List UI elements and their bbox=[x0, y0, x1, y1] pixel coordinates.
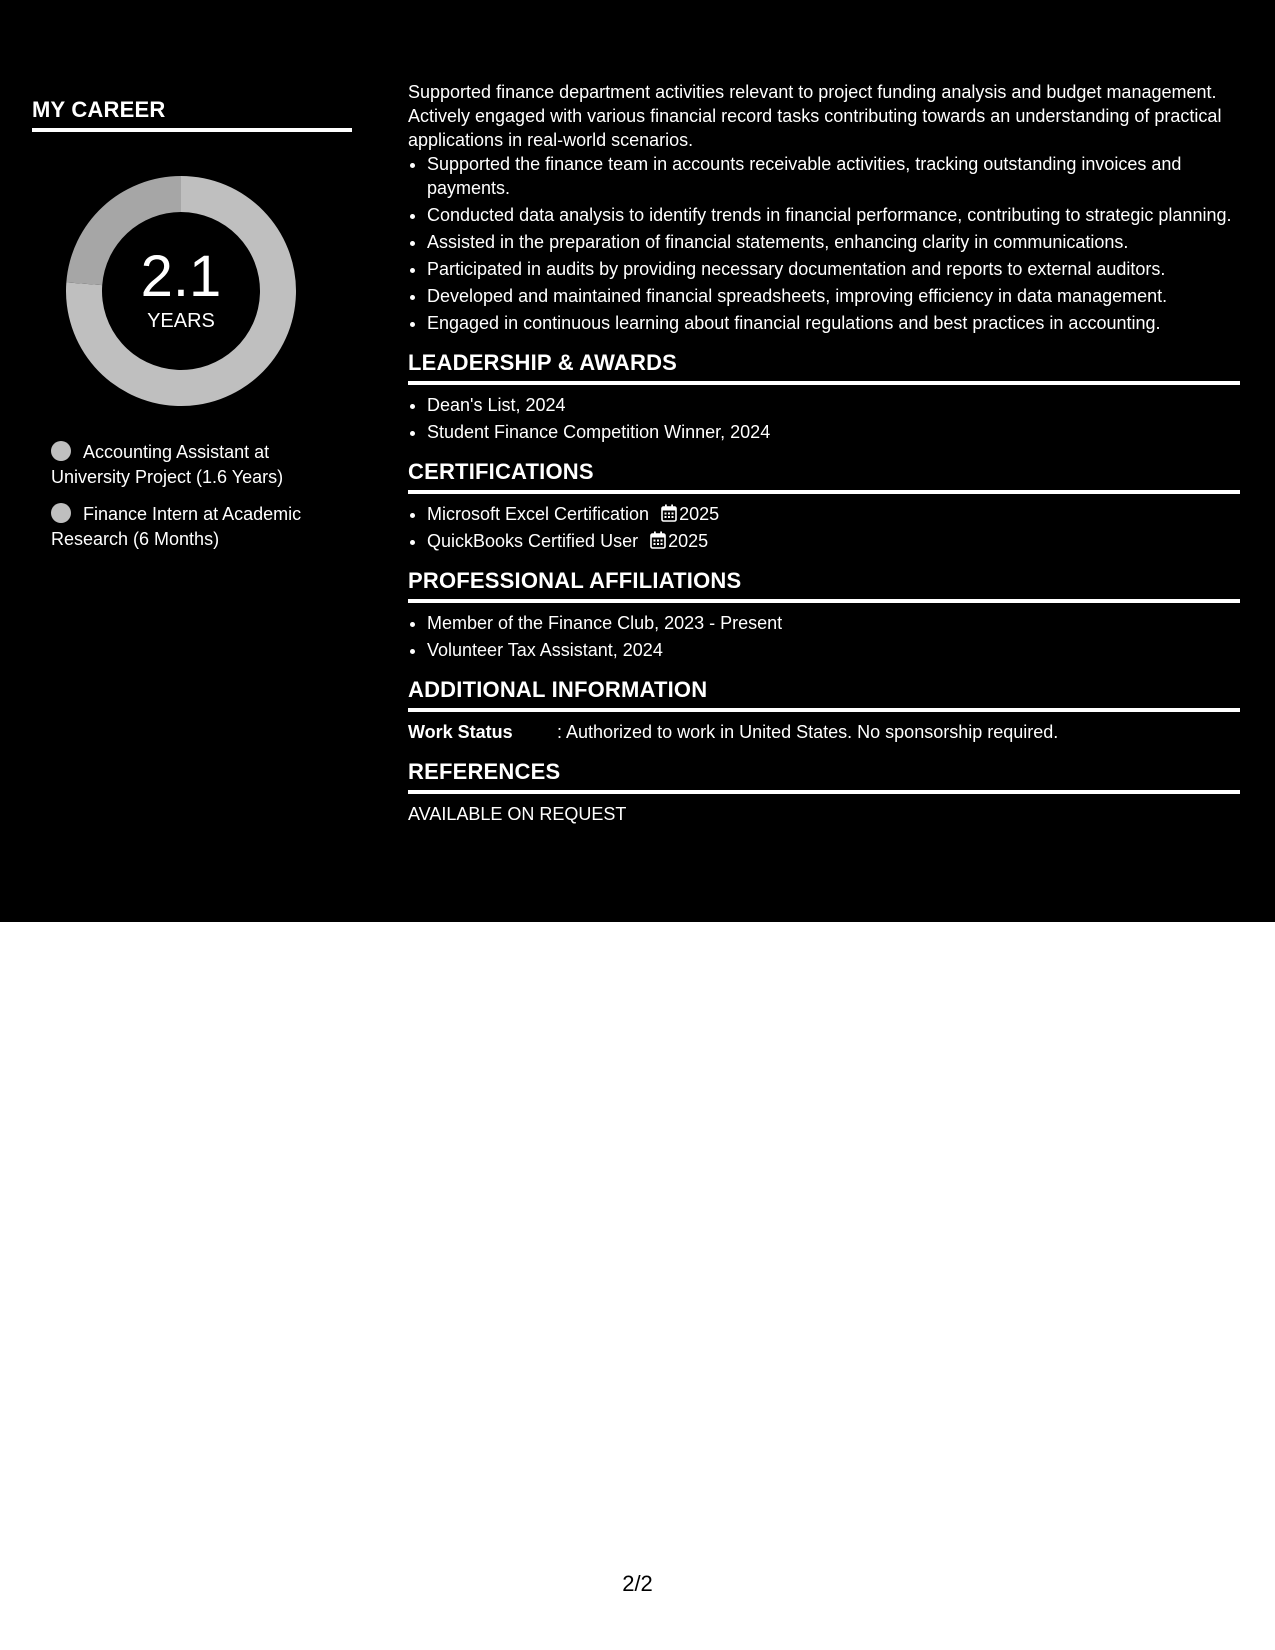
certification-name: QuickBooks Certified User bbox=[427, 531, 639, 551]
legend-label: Finance Intern at Academic Research (6 Months) bbox=[51, 504, 302, 549]
legend-dot-icon bbox=[51, 503, 71, 523]
main-content bbox=[408, 80, 1240, 826]
certifications-title: CERTIFICATIONS bbox=[408, 458, 1240, 494]
total-years-unit: YEARS bbox=[147, 310, 215, 332]
affiliation-item: • Member of the Finance Club, 2023 - Present bbox=[427, 611, 1240, 635]
career-title: MY CAREER bbox=[32, 96, 352, 132]
legend-dot-icon bbox=[51, 441, 71, 461]
certification-item bbox=[427, 529, 1240, 553]
certifications-list bbox=[408, 502, 1240, 553]
total-years-value: 2.1 bbox=[140, 244, 222, 309]
experience-bullets bbox=[408, 152, 1240, 335]
experience-bullet: • Participated in audits by providing necessary documentation and reports to external auditors. bbox=[427, 257, 1240, 281]
certification-name: Microsoft Excel Certification bbox=[427, 504, 650, 524]
references-title: REFERENCES bbox=[408, 758, 1240, 794]
legend-item-finance-intern bbox=[51, 502, 331, 552]
affiliations-list bbox=[408, 611, 1240, 662]
affiliation-item: • Volunteer Tax Assistant, 2024 bbox=[427, 638, 1240, 662]
donut-center bbox=[66, 176, 296, 406]
leadership-item: • Student Finance Competition Winner, 2024 bbox=[427, 420, 1240, 444]
work-status-label: Work Status bbox=[408, 722, 513, 742]
career-donut-chart bbox=[66, 176, 296, 406]
career-sidebar bbox=[32, 96, 352, 564]
page-number: 2/2 bbox=[622, 1571, 653, 1596]
leadership-list bbox=[408, 393, 1240, 444]
experience-bullet: • Supported the finance team in accounts receivable activities, tracking outstanding invoices and payments. bbox=[427, 152, 1240, 200]
certification-year: 2025 bbox=[679, 504, 720, 524]
certification-year: 2025 bbox=[668, 531, 709, 551]
leadership-item: • Dean's List, 2024 bbox=[427, 393, 1240, 417]
calendar-icon bbox=[661, 504, 677, 522]
affiliations-title: PROFESSIONAL AFFILIATIONS bbox=[408, 567, 1240, 603]
experience-bullet: • Developed and maintained financial spreadsheets, improving efficiency in data management. bbox=[427, 284, 1240, 308]
additional-info-title: ADDITIONAL INFORMATION bbox=[408, 676, 1240, 712]
legend-item-accounting-assistant bbox=[51, 440, 331, 490]
work-status-value: : Authorized to work in United States. No sponsorship required. bbox=[557, 722, 1059, 742]
legend-label: Accounting Assistant at University Project (1.6 Years) bbox=[51, 442, 284, 487]
work-status-row bbox=[408, 720, 1240, 744]
leadership-title: LEADERSHIP & AWARDS bbox=[408, 349, 1240, 385]
career-legend bbox=[32, 440, 352, 552]
calendar-icon bbox=[650, 531, 666, 549]
certification-item bbox=[427, 502, 1240, 526]
references-text: AVAILABLE ON REQUEST bbox=[408, 804, 627, 824]
experience-bullet: • Conducted data analysis to identify trends in financial performance, contributing to strategic planning. bbox=[427, 203, 1240, 227]
experience-bullet: • Engaged in continuous learning about financial regulations and best practices in accounting. bbox=[427, 311, 1240, 335]
experience-summary: Supported finance department activities relevant to project funding analysis and budget management. Actively engaged with various financial record tasks contributing towards an understanding of practical applications in real-world scenarios. bbox=[408, 82, 1222, 150]
experience-bullet: • Assisted in the preparation of financial statements, enhancing clarity in communications. bbox=[427, 230, 1240, 254]
